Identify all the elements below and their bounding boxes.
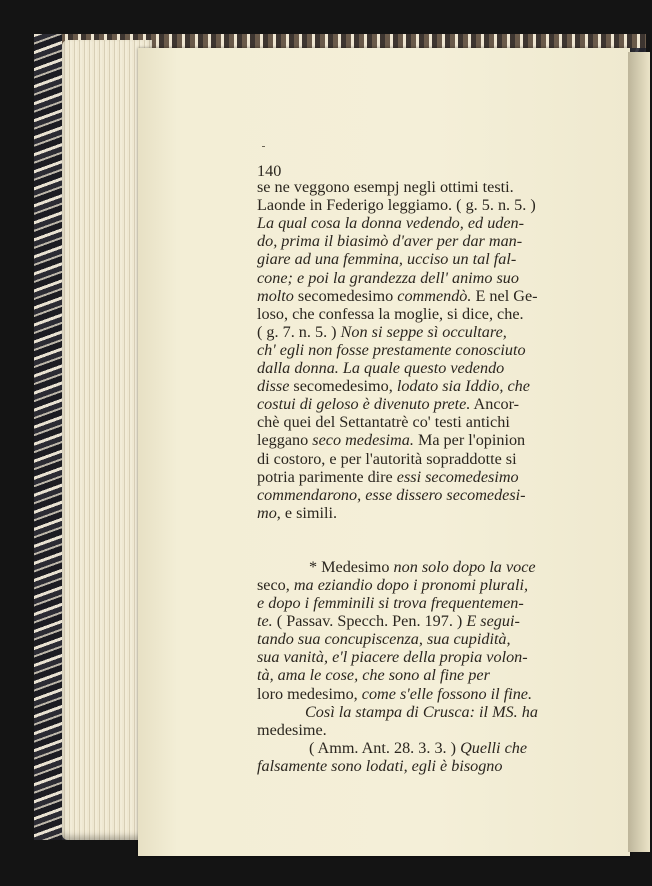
roman-text: Ma per l'opinion xyxy=(413,431,526,450)
text-line xyxy=(257,648,609,666)
italic-text: cone; e poi la grandezza dell' animo suo xyxy=(257,268,519,287)
text-line xyxy=(257,486,609,504)
text-line xyxy=(257,431,609,449)
text-line xyxy=(257,377,609,395)
paragraph-2 xyxy=(257,558,609,775)
roman-text: loro medesimo, xyxy=(257,684,362,703)
text-line xyxy=(257,323,609,341)
text-line xyxy=(257,612,609,630)
paragraph-1 xyxy=(257,178,609,522)
roman-text: * Medesimo xyxy=(309,557,394,576)
text-line xyxy=(257,721,609,739)
text-line xyxy=(257,757,609,775)
italic-text: essi secomedesimo xyxy=(396,467,519,486)
italic-text: costui di geloso è divenuto prete. xyxy=(257,395,471,414)
text-line xyxy=(257,703,609,721)
italic-text: non solo dopo la voce xyxy=(393,557,536,576)
text-line xyxy=(257,287,609,305)
italic-text: e dopo i femminili si trova frequentemen- xyxy=(257,594,524,613)
paragraph-gap xyxy=(257,522,609,558)
text-line xyxy=(257,269,609,287)
text-line xyxy=(257,594,609,612)
roman-text: ( g. 7. n. 5. ) xyxy=(257,322,341,341)
page-number: 140 xyxy=(257,162,282,180)
roman-text: secomedesimo, xyxy=(289,377,397,396)
roman-text: se ne veggono esempj negli ottimi testi. xyxy=(257,178,514,197)
italic-text: commendò. xyxy=(397,286,472,305)
text-line xyxy=(257,178,609,196)
text-line xyxy=(257,232,609,250)
italic-text: dalla donna. La quale questo vedendo xyxy=(257,359,505,378)
italic-text: tà, ama le cose, che sono al fine per xyxy=(257,666,490,685)
page-text xyxy=(257,162,609,775)
text-line xyxy=(257,305,609,323)
italic-text: tando sua concupiscenza, sua cupidità, xyxy=(257,630,511,649)
italic-text: do, prima il biasimò d'aver per dar man- xyxy=(257,232,523,251)
italic-text: disse xyxy=(257,377,290,396)
facing-page-edge xyxy=(628,52,650,852)
text-line xyxy=(257,395,609,413)
text-line xyxy=(257,576,609,594)
italic-text: sua vanità, e'l piacere della propia volon- xyxy=(257,648,528,667)
roman-text: leggano xyxy=(257,431,313,450)
roman-text: seco, xyxy=(257,575,294,594)
italic-text: falsamente sono lodati, egli è bisogno xyxy=(257,756,503,775)
text-line xyxy=(257,250,609,268)
italic-text: Così la stampa di Crusca: il MS. ha xyxy=(305,702,538,721)
italic-text: te. xyxy=(257,612,273,631)
book-spine xyxy=(34,34,62,840)
italic-text: ch' egli non fosse prestamente conosciuto xyxy=(257,340,526,359)
italic-text: giare ad una femmina, ucciso un tal fal- xyxy=(257,250,517,269)
italic-text: come s'elle fossono il fine. xyxy=(361,684,533,703)
roman-text: ( Passav. Specch. Pen. 197. ) xyxy=(272,612,467,631)
roman-text: di costoro, e per l'autorità sopraddotte si xyxy=(257,449,517,468)
text-line xyxy=(257,558,609,576)
text-line xyxy=(257,504,609,522)
text-line xyxy=(257,341,609,359)
roman-text: Ancor- xyxy=(470,395,520,414)
text-line xyxy=(257,468,609,486)
italic-text: seco medesima. xyxy=(312,431,414,450)
italic-text: Quelli che xyxy=(460,738,528,757)
text-line xyxy=(257,359,609,377)
roman-text: , xyxy=(357,485,366,504)
roman-text: , e simili. xyxy=(276,503,338,522)
italic-text: Non si seppe sì occultare, xyxy=(340,322,507,341)
ink-mark xyxy=(262,146,265,147)
italic-text: commendarono xyxy=(257,485,358,504)
italic-text: esse dissero secomedesi- xyxy=(365,485,526,504)
roman-text: Laonde in Federigo leggiamo. ( g. 5. n. 5. ) xyxy=(257,196,536,215)
roman-text: medesime. xyxy=(257,720,327,739)
text-line xyxy=(257,739,609,757)
roman-text: potria parimente dire xyxy=(257,467,397,486)
text-line xyxy=(257,413,609,431)
roman-text: E nel Ge- xyxy=(471,286,538,305)
roman-text: chè quei del Settantatrè co' testi antichi xyxy=(257,413,510,432)
italic-text: ma eziandio dopo i pronomi plurali, xyxy=(293,575,528,594)
text-line xyxy=(257,630,609,648)
italic-text: molto xyxy=(257,286,294,305)
roman-text: loso, che confessa la moglie, si dice, che. xyxy=(257,304,524,323)
italic-text: mo xyxy=(257,503,277,522)
italic-text: La qual cosa la donna vedendo, ed uden- xyxy=(257,214,525,233)
text-line xyxy=(257,685,609,703)
roman-text: ( Amm. Ant. 28. 3. 3. ) xyxy=(309,738,461,757)
italic-text: lodato sia Iddio, che xyxy=(396,377,530,396)
text-line xyxy=(257,196,609,214)
italic-text: E segui- xyxy=(466,612,520,631)
text-line xyxy=(257,666,609,684)
roman-text: secomedesimo xyxy=(293,286,398,305)
text-line xyxy=(257,450,609,468)
text-line xyxy=(257,214,609,232)
